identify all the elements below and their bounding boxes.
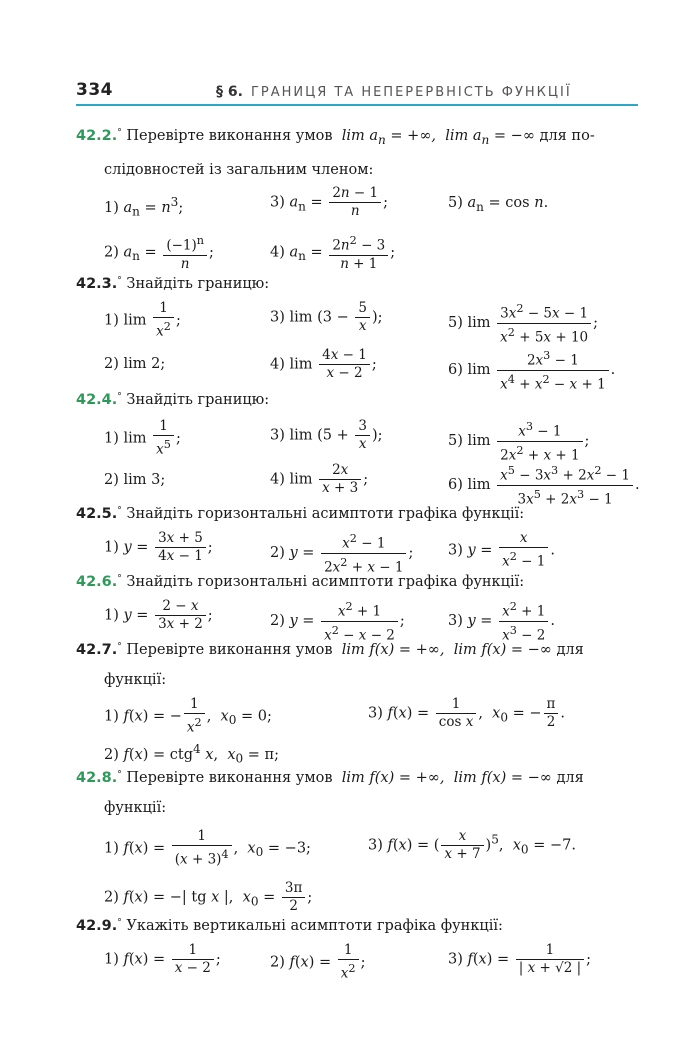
section-title: ГРАНИЦЯ ТА НЕПЕРЕРВНІСТЬ ФУНКЦІЇ (250, 85, 572, 100)
exercise-number: 42.8. (76, 770, 118, 786)
exercise-42-8: 42.8.° Перевірте виконання умов lim f(x) = +∞, lim f(x) = −∞ для (76, 770, 584, 786)
difficulty-mark: ° (117, 918, 122, 928)
item: 1) f(x) = $\frac{1}{x - 2}$ ; (104, 942, 221, 976)
exercise-task: Укажіть вертикальні асимптоти графіка функції: (126, 918, 503, 934)
section-number: § 6. (216, 84, 243, 100)
item: 1) y = $\frac{2 - x}{3x + 2}$ ; (104, 598, 213, 632)
exercise-number: 42.3. (76, 276, 118, 292)
exercise-task: Знайдіть границю: (126, 392, 270, 408)
exercise-line: функції: (104, 800, 167, 816)
exercise-task: Перевірте виконання умов (126, 770, 333, 786)
difficulty-mark: ° (117, 574, 122, 584)
exercise-task: Перевірте виконання умов (126, 642, 333, 658)
item: 4) lim $\frac{4x - 1}{x - 2}$ ; (270, 347, 377, 381)
difficulty-mark: ° (117, 642, 122, 652)
running-title (216, 84, 572, 100)
item: 6) lim $\frac{2x^3 - 1}{x^4 + x^2 - x + 1}$ . (448, 349, 616, 392)
exercise-number: 42.6. (76, 574, 118, 590)
item: 3) y = $\frac{x}{x^2 - 1}$ . (448, 530, 555, 570)
exercise-task: Знайдіть границю: (126, 276, 270, 292)
item: 3) $a_n$ = $\frac{2n - 1}{n}$ ; (270, 185, 388, 219)
exercise-42-5 (76, 506, 642, 522)
item: 3) f(x) = ( $\frac{x}{x + 7}$ )$^5$, $x_0 = -7$. (368, 828, 576, 862)
exercise-42-2: 42.2.° Перевірте виконання умов $\lim a_n$ = +∞, $\lim a_n$ = −∞ для по- (76, 128, 595, 147)
page-header (76, 78, 638, 106)
exercise-number: 42.5. (76, 506, 118, 522)
exercise-line: слідовностей із загальним членом: (104, 162, 374, 178)
item: 2) lim 3; (104, 472, 166, 488)
item: 2) y = $\frac{x^2 - 1}{2x^2 + x - 1}$ ; (270, 532, 414, 575)
exercise-task: Перевірте виконання умов (126, 128, 333, 144)
item: 4) lim $\frac{2x}{x + 3}$ ; (270, 462, 369, 496)
exercise-42-7: 42.7.° Перевірте виконання умов lim f(x) = +∞, lim f(x) = −∞ для (76, 642, 584, 658)
item: 4) $a_n$ = $\frac{2n^2 - 3}{n + 1}$ ; (270, 234, 396, 272)
difficulty-mark: ° (117, 506, 122, 516)
exercise-number: 42.4. (76, 392, 118, 408)
exercise-task-cont: для по- (539, 128, 595, 144)
item: 1) y = $\frac{3x + 5}{4x - 1}$ ; (104, 530, 213, 564)
item: 1) lim $\frac{1}{x^5}$ ; (104, 418, 181, 458)
item: 2) y = $\frac{x^2 + 1}{x^2 - x - 2}$ ; (270, 600, 405, 643)
exercise-number: 42.9. (76, 918, 118, 934)
difficulty-mark: ° (117, 392, 122, 402)
item: 1) $a_n = n^3$; (104, 195, 184, 219)
exercise-number: 42.2. (76, 128, 118, 144)
item: 1) lim $\frac{1}{x^2}$ ; (104, 300, 181, 340)
item: 1) f(x) = $\frac{1}{(x + 3)^4}$ , $x_0 = -3$; (104, 828, 311, 868)
exercise-42-3 (76, 276, 642, 292)
item: 2) f(x) = −| tg x |, $x_0$ = $\frac{3\pi}{2}$ ; (104, 880, 313, 914)
exercise-task-cont: для (556, 642, 584, 658)
exercise-line: функції: (104, 672, 167, 688)
difficulty-mark: ° (117, 770, 122, 780)
exercise-task: Знайдіть горизонтальні асимптоти графіка функції: (126, 506, 525, 522)
exercise-42-4 (76, 392, 642, 408)
exercise-number: 42.7. (76, 642, 118, 658)
item: 3) y = $\frac{x^2 + 1}{x^3 - 2}$ . (448, 600, 555, 643)
difficulty-mark: ° (117, 128, 122, 138)
item: 2) $a_n$ = $\frac{(-1)^n}{n}$ ; (104, 234, 214, 272)
item: 1) f(x) = − $\frac{1}{x^2}$ , $x_0 = 0$; (104, 696, 272, 736)
item: 3) f(x) = $\frac{1}{\text{cos x}}$ , $x_0$ = − $\frac{\pi}{2}$ . (368, 696, 566, 730)
item: 5) lim $\frac{x^3 - 1}{2x^2 + x + 1}$ ; (448, 420, 590, 463)
exercise-task-cont: для (556, 770, 584, 786)
item: 6) lim $\frac{x^5 - 3x^3 + 2x^2 - 1}{3x^5 + 2x^3 - 1}$ . (448, 464, 640, 507)
exercise-task: Знайдіть горизонтальні асимптоти графіка функції: (126, 574, 525, 590)
page-number: 334 (76, 80, 113, 100)
item: 5) lim $\frac{3x^2 - 5x - 1}{x^2 + 5x + 10}$ ; (448, 302, 599, 345)
exercise-42-6 (76, 574, 642, 590)
item: 5) $a_n = \cos n$. (448, 195, 549, 214)
item: 2) lim 2; (104, 356, 166, 372)
item: 2) f(x) = ctg$^4$ x, $x_0 = \pi$; (104, 742, 279, 766)
difficulty-mark: ° (117, 276, 122, 286)
item: 3) lim (3 − $\frac{5}{x}$ ); (270, 300, 383, 334)
item: 3) lim (5 + $\frac{3}{x}$ ); (270, 418, 383, 452)
item: 3) f(x) = $\frac{1}{| x + √2 |}$ ; (448, 942, 592, 976)
item: 2) f(x) = $\frac{1}{x^2}$ ; (270, 942, 366, 982)
exercise-42-9 (76, 918, 642, 934)
